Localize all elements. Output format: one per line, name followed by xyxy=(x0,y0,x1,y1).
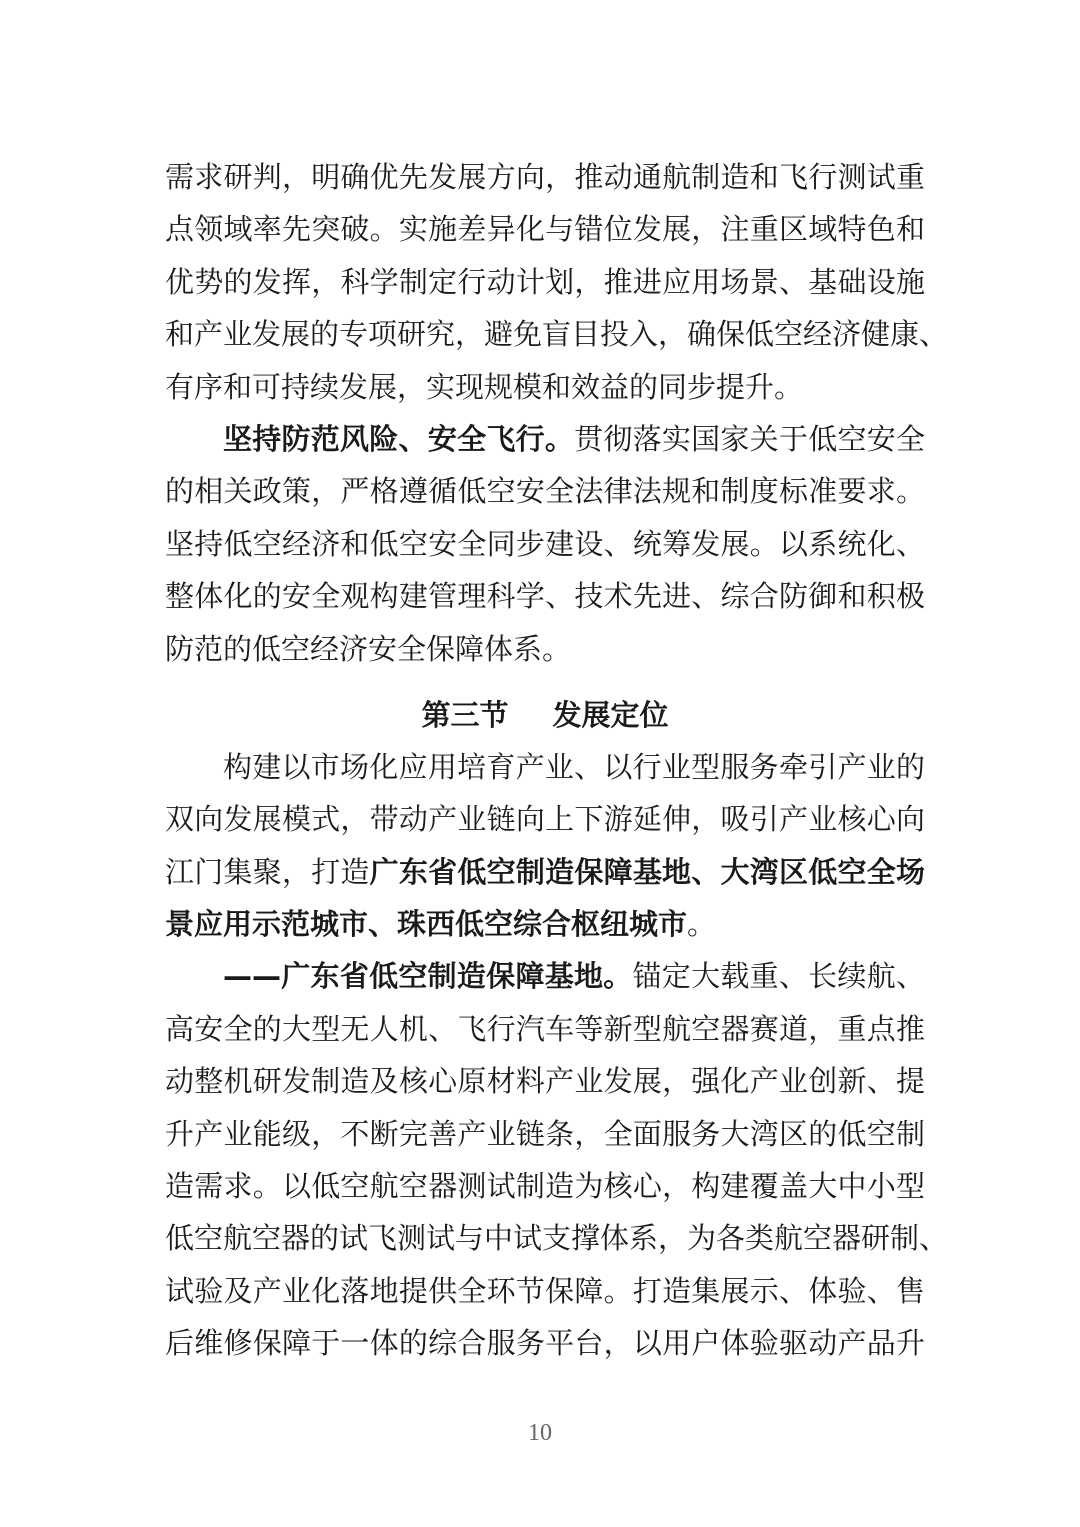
text-run: 贯彻落实国家关于低空安全 xyxy=(574,421,925,456)
text-line: 试验及产业化落地提供全环节保障。打造集展示、体验、售 xyxy=(165,1273,925,1308)
text-line: 优势的发挥，科学制定行动计划，推进应用场景、基础设施 xyxy=(165,264,925,299)
bold-heading: 坚持防范风险、安全飞行。 xyxy=(223,421,575,456)
bold-text: 景应用示范城市、珠西低空综合枢纽城市 xyxy=(165,907,688,942)
page-number: 10 xyxy=(528,1420,552,1446)
text-line xyxy=(165,846,925,898)
text-line: 高安全的大型无人机、飞行汽车等新型航空器赛道，重点推 xyxy=(165,1011,925,1046)
text-line: 坚持低空经济和低空安全同步建设、统筹发展。以系统化、 xyxy=(165,526,925,561)
paragraph-development-direction xyxy=(165,151,949,413)
text-line: 构建以市场化应用培育产业、以行业型服务牵引产业的 xyxy=(223,749,925,784)
text-line: 双向发展模式，带动产业链向上下游延伸，吸引产业核心向 xyxy=(165,802,925,837)
text-line: 的相关政策，严格遵循低空安全法律法规和制度标准要求。 xyxy=(165,474,925,509)
text-run: 。 xyxy=(687,907,717,942)
text-run: 锚定大载重、长续航、 xyxy=(632,959,925,994)
text-run: 江门集聚，打造 xyxy=(165,854,370,889)
text-line: 需求研判，明确优先发展方向，推动通航制造和飞行测试重 xyxy=(165,160,925,194)
text-line xyxy=(165,898,925,950)
top-spacer xyxy=(165,143,925,151)
section-title xyxy=(165,675,925,741)
paragraph-safety xyxy=(165,413,925,675)
text-line: 升产业能级，不断完善产业链条，全面服务大湾区的低空制 xyxy=(165,1116,925,1151)
text-line: 后维修保障于一体的综合服务平台，以用户体验驱动产品升 xyxy=(165,1326,925,1361)
text-line: 造需求。以低空航空器测试制造为核心，构建覆盖大中小型 xyxy=(165,1169,925,1204)
document-body xyxy=(165,143,949,1370)
text-line: 动整机研发制造及核心原材料产业发展，强化产业创新、提 xyxy=(165,1064,925,1099)
text-line xyxy=(165,950,925,1002)
paragraph-positioning xyxy=(165,741,925,951)
text-line xyxy=(165,413,925,465)
text-line: 点领域率先突破。实施差异化与错位发展，注重区域特色和 xyxy=(165,212,925,247)
text-line: 防范的低空经济安全保障体系。 xyxy=(165,631,572,666)
bold-heading: ——广东省低空制造保障基地。 xyxy=(223,959,633,994)
text-line: 有序和可持续发展，实现规模和效益的同步提升。 xyxy=(165,369,804,404)
text-line: 整体化的安全观构建管理科学、技术先进、综合防御和积极 xyxy=(165,579,925,614)
paragraph-manufacturing-base xyxy=(165,950,949,1369)
section-name: 发展定位 xyxy=(552,697,669,732)
bold-text: 广东省低空制造保障基地、大湾区低空全场 xyxy=(369,854,925,889)
text-line: 低空航空器的试飞测试与中试支撑体系，为各类航空器研制、 xyxy=(165,1221,949,1256)
text-line: 和产业发展的专项研究，避免盲目投入，确保低空经济健康、 xyxy=(165,317,949,352)
section-number: 第三节 xyxy=(421,697,509,732)
